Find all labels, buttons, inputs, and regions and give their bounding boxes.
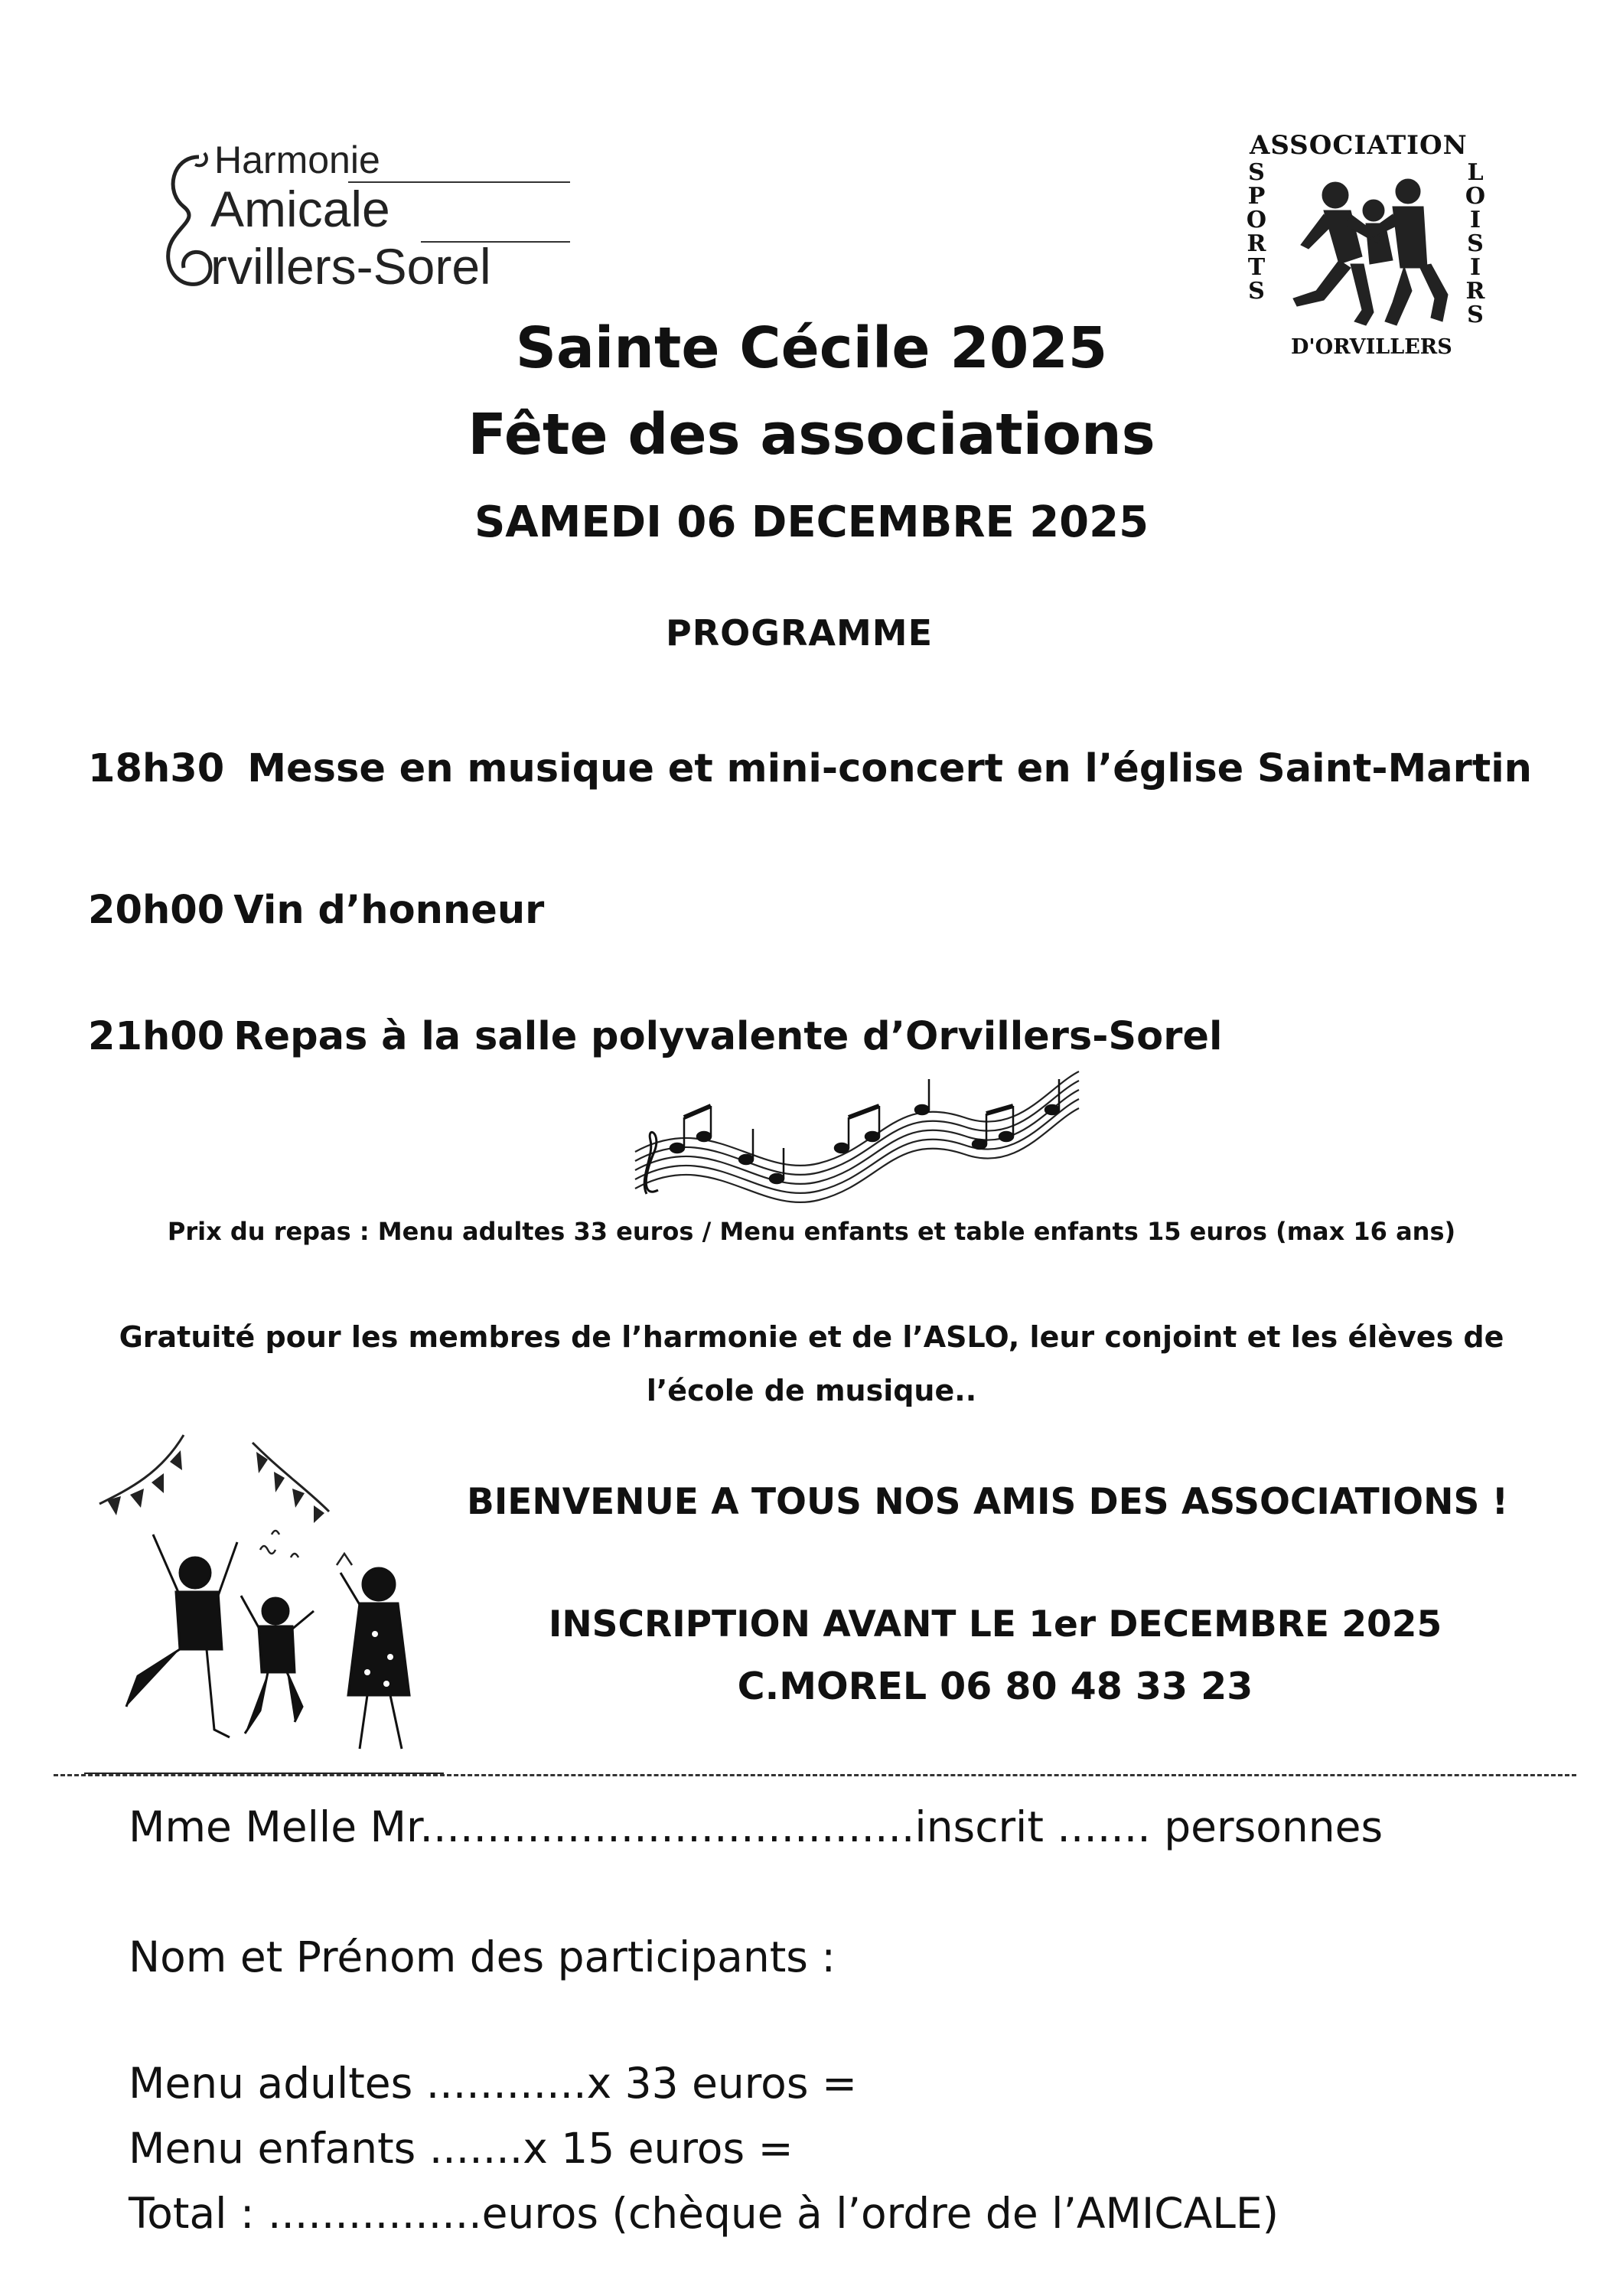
schedule-item (88, 746, 1532, 791)
party-people-illustration (84, 1420, 444, 1776)
music-staff-icon (620, 1064, 1087, 1209)
logo-line-orvillers: rvillers-Sorel (210, 238, 491, 295)
meal-price (0, 1217, 1623, 1246)
logo-letter: S (1248, 159, 1265, 186)
logo-sports-text (1245, 161, 1268, 303)
logo-letter: I (1469, 254, 1481, 281)
price-label: Prix du repas : (167, 1217, 370, 1246)
logo-letter: O (1246, 207, 1267, 233)
logo-line-amicale: Amicale (210, 181, 390, 237)
schedule-text: Messe en musique et mini-concert en l’église Saint-Martin (247, 746, 1532, 791)
logo-letter: L (1467, 159, 1484, 186)
schedule-text: Repas à la salle polyvalente d’Orvillers-Sorel (233, 1014, 1223, 1059)
logo-letter: R (1247, 230, 1266, 257)
schedule-time: 20h00 (88, 888, 225, 933)
logo-association-text: ASSOCIATION (1250, 130, 1468, 161)
logo-orvillers-text: D'ORVILLERS (1291, 335, 1452, 359)
clef-icon (157, 145, 218, 321)
form-line-name-count: Mme Melle Mr.....................................inscrit ....... personnes (129, 1802, 1383, 1851)
logo-letter: T (1247, 254, 1266, 281)
schedule-time: 18h30 (88, 746, 225, 791)
contact-phone: C.MOREL 06 80 48 33 23 (737, 1665, 1253, 1708)
logo-letter: R (1465, 278, 1485, 305)
form-line-participants: Nom et Prénom des participants : (129, 1932, 836, 1981)
logo-line-harmonie: Harmonie (214, 139, 380, 181)
schedule-text: Vin d’honneur (233, 888, 545, 933)
form-line-total: Total : ................euros (chèque à l’ordre de l’AMICALE) (129, 2189, 1279, 2238)
programme-heading: PROGRAMME (666, 612, 933, 654)
logo-letter: P (1247, 183, 1266, 210)
logo-letter: S (1467, 230, 1484, 257)
free-entry-line: l’école de musique.. (646, 1374, 977, 1407)
harmonie-logo (157, 138, 570, 321)
inscription-deadline: INSCRIPTION AVANT LE 1er DECEMBRE 2025 (548, 1603, 1442, 1645)
schedule-item (88, 1014, 1222, 1059)
page-title: Sainte Cécile 2025 (515, 315, 1108, 381)
logo-letter: S (1248, 278, 1265, 305)
page-subtitle: Fête des associations (468, 402, 1155, 468)
form-line-child-menu: Menu enfants .......x 15 euros = (129, 2124, 794, 2173)
logo-letter: I (1469, 207, 1481, 233)
schedule-time: 21h00 (88, 1014, 225, 1059)
schedule-item (88, 888, 544, 933)
logo-letter: S (1467, 302, 1484, 328)
players-icon (1278, 168, 1462, 333)
price-text: Menu adultes 33 euros / Menu enfants et table enfants 15 euros (max 16 ans) (377, 1217, 1456, 1246)
logo-letter: O (1465, 183, 1486, 210)
event-date: SAMEDI 06 DECEMBRE 2025 (474, 497, 1149, 547)
cut-line-divider (54, 1774, 1576, 1776)
logo-loisirs-text (1464, 161, 1487, 327)
welcome-message: BIENVENUE A TOUS NOS AMIS DES ASSOCIATIONS ! (467, 1481, 1509, 1523)
form-line-adult-menu: Menu adultes ............x 33 euros = (129, 2059, 858, 2108)
free-entry-line: Gratuité pour les membres de l’harmonie et de l’ASLO, leur conjoint et les élèves de (119, 1320, 1504, 1354)
